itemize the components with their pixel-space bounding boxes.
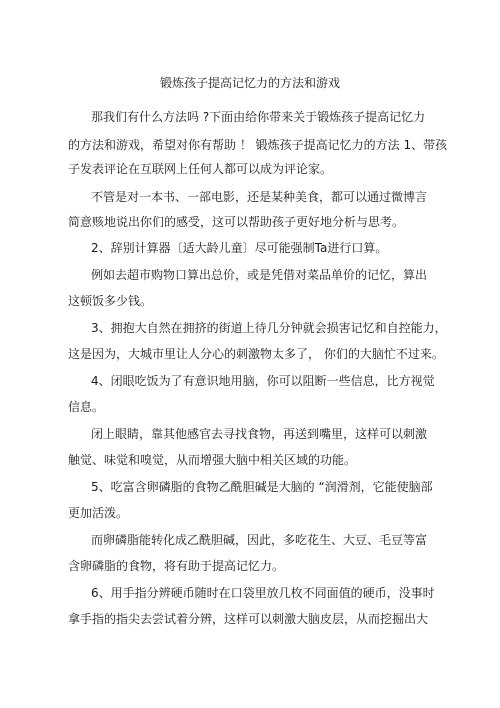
paragraph-line: 闭上眼睛，靠其他感官去寻找食物，再送到嘴里，这样可以刺激 <box>91 427 428 441</box>
paragraph-line: 的方法和游戏，希望对你有帮助 ！ 锻炼孩子提高记忆力的方法 1、带孩 <box>68 138 448 152</box>
paragraph-line: 6、用手指分辨硬币随时在口袋里放几枚不同面值的硬币，没事时 <box>91 586 435 600</box>
paragraph-line: 子发表评论在互联网上任何人都可以成为评论家。 <box>68 162 333 176</box>
paragraph-line: 3、拥抱大自然在拥挤的街道上待几分钟就会损害记忆和自控能力， <box>91 321 447 335</box>
paragraph-line: 这顿饭多少钱。 <box>68 294 153 308</box>
paragraph-line: 2、辞别计算器〔适大龄儿童〕尽可能强制Ta进行口算。 <box>91 241 388 255</box>
paragraph-line: 不管是对一本书、一部电影，还是某种美食，都可以通过微博言 <box>91 190 428 204</box>
document-title: 锻炼孩子提高记忆力的方法和游戏 <box>159 76 340 90</box>
paragraph-line: 简意赅地说出你们的感受，这可以帮助孩子更好地分析与思考。 <box>68 215 405 229</box>
paragraph-line: 4、闭眼吃饭为了有意识地用脑，你可以阻断一些信息，比方视觉 <box>91 374 435 388</box>
paragraph-line: 含卵磷脂的食物，将有助于提高记忆力。 <box>68 559 285 573</box>
paragraph-line: 拿手指的指尖去尝试着分辨，这样可以刺激大脑皮层，从而挖掘出大 <box>68 612 429 626</box>
paragraph-line: 而卵磷脂能转化成乙酰胆碱，因此，多吃花生、大豆、毛豆等富 <box>91 533 428 547</box>
paragraph-line: 这是因为，大城市里让人分心的刺激物太多了， 你们的大脑忙不过来。 <box>68 347 444 361</box>
paragraph-line: 触觉、味觉和嗅觉，从而增强大脑中相关区域的功能。 <box>68 453 357 467</box>
paragraph-line: 例如去超市购物口算出总价，或是凭借对菜品单价的记忆，算出 <box>91 268 428 282</box>
paragraph-line: 那我们有什么方法吗 ?下面由给你带来关于锻炼孩子提高记忆力 <box>91 110 426 124</box>
paragraph-line: 5、吃富含卵磷脂的食物乙酰胆碱是大脑的 “润滑剂，它能使脑部 <box>91 480 433 494</box>
paragraph-line: 信息。 <box>68 400 105 414</box>
paragraph-line: 更加活泼。 <box>68 506 129 520</box>
